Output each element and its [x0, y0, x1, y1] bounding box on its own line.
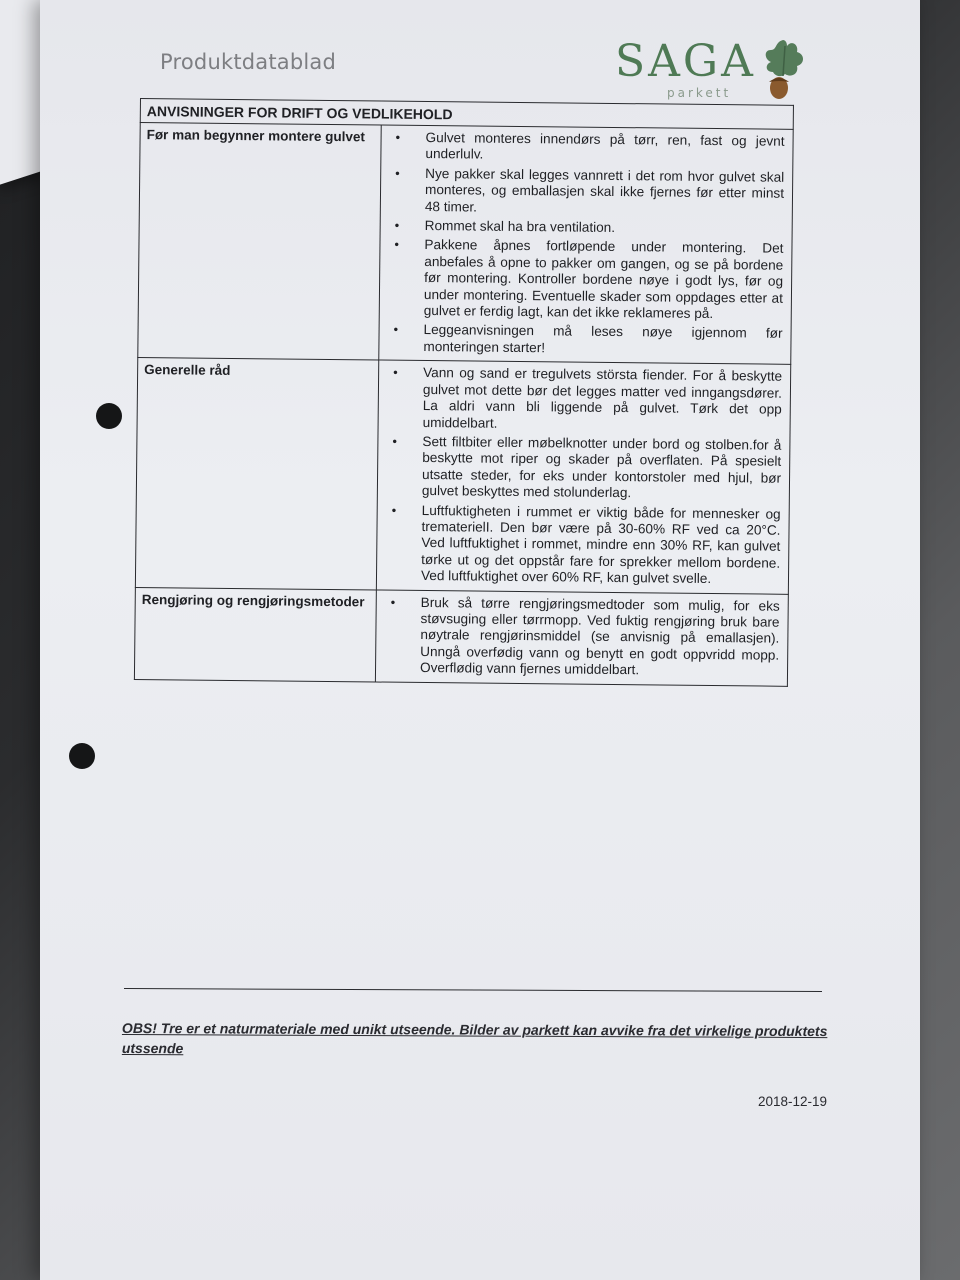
table-row [135, 358, 790, 594]
table-row [138, 123, 793, 365]
document-title: Produktdatablad [160, 50, 337, 74]
list-item: • Leggeanvisningen må leses nøye igjennom før monteringen starter! [393, 322, 783, 356]
section-label-before-installation: Før man begynner montere gulvet [138, 123, 381, 361]
footer-note: OBS! Tre er et naturmateriale med unikt utseende. Bilder av parkett kan avvike fra det virkelige produktets utssende [121, 1020, 828, 1057]
table-header: ANVISNINGER FOR DRIFT OG VEDLIKEHOLD [140, 99, 793, 130]
section-label-general-advice: Generelle råd [135, 358, 378, 590]
section-content-cleaning [375, 590, 788, 686]
list-item: • Luftfuktigheten i rummet er viktig både for mennesker og trematerielI. Den bør være på 30-60% RF ved ca 20°C. Ved luftfuktighet i rommet, mindre enn 30% RF, kan gulvet tørke ut og det oppstår fare for sprekker mellom bordene. Ved luftfuktighet over 60% RF, kan gulvet svelle. [391, 502, 781, 587]
punch-hole-bottom [69, 743, 95, 769]
instructions-table [134, 98, 794, 686]
section-label-cleaning: Rengjøring og rengjøringsmetoder [134, 587, 376, 682]
list-item: • Sett filtbiter eller møbelknotter under bord og stolben.for å beskytte mot riper og skader på overflaten. På spesielt utsatte steder, for eks under kontorstoler med hjul, bør gulvet beskyttes med stolunderlag. [392, 433, 782, 501]
list-item: • Pakkene åpnes fortløpende under montering. Det anbefales å opne to pakker om gangen, og se på bordene før montering. Kontroller bordene nøye i godt lys, før og under montering. Eventuelle skader som oppdages etter at gulvet er ferdig lagt, kan det ikke reklameres på. [394, 237, 784, 322]
document-page [40, 0, 920, 1280]
oak-leaf-acorn-icon [755, 36, 811, 104]
list-item: • Bruk så tørre rengjøringsmedtoder som mulig, for eks støvsuging eller tørrmopp. Ved fuktig rengjøring bruk bare nøytrale rengjørinsmiddel (se anvisnig på emallasjen). Unngå overfødig vann og benytt en godt oppvridd mopp. Overflødig vann fjernes umiddelbart. [390, 594, 780, 678]
section-content-general-advice [376, 360, 790, 594]
saga-logo [615, 36, 815, 106]
list-item: • Vann og sand er tregulvets största fiender. For å beskytte gulvet mot dette bør det legges matter ved inngangsdører. La aldri vann bli liggende på gulvet. Tørk det opp umiddelbart. [393, 364, 783, 431]
list-item: • Rommet skal ha bra ventilation. [394, 217, 616, 236]
table-row [134, 587, 788, 686]
section-content-before-installation [379, 125, 793, 365]
footer-divider [124, 988, 822, 992]
list-item: • Gulvet monteres innendørs på tørr, ren, fast og jevnt underlulv. [395, 129, 785, 163]
document-date: 2018-12-19 [758, 1094, 828, 1109]
list-item: • Nye pakker skal legges vannrett i det rom hvor gulvet skal monteres, og emballasjen skal ikke fjernes før etter minst 48 timer. [395, 165, 785, 215]
logo-subtitle: parkett [667, 86, 732, 100]
logo-wordmark: SAGA [615, 36, 756, 87]
punch-hole-top [96, 403, 122, 429]
